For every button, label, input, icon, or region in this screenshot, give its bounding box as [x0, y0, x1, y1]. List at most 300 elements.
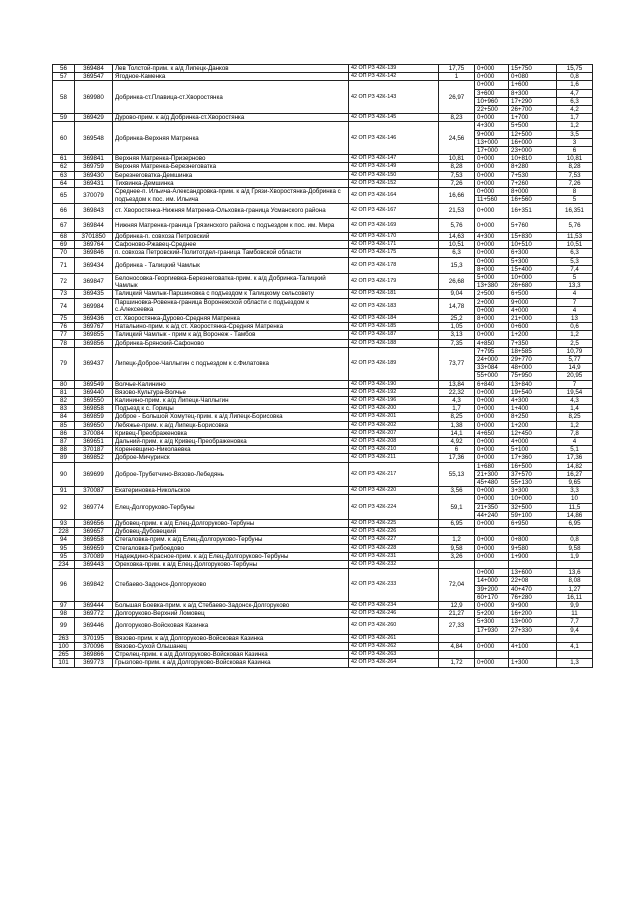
segment-value: 0+000: [477, 569, 495, 577]
segment-value: [559, 528, 590, 535]
segment-start: [475, 380, 509, 388]
road-name: Березнеговатка-Демшинка: [113, 171, 349, 179]
road-code: 42 ОП РЗ 42К-200: [349, 405, 439, 413]
segment-length: [557, 454, 593, 462]
road-id: 369841: [75, 155, 113, 163]
road-code: 42 ОП РЗ 42К-146: [349, 122, 439, 155]
segment-value: 0+000: [475, 306, 508, 314]
road-id: 369429: [75, 114, 113, 122]
road-code: 42 ОП РЗ 42К-139: [349, 65, 439, 73]
segment-value: 5,76: [568, 221, 581, 229]
segment-value: 0+000: [477, 65, 495, 72]
segment-value: 13+000: [511, 618, 532, 626]
road-code: 42 ОП РЗ 42К-234: [349, 601, 439, 609]
road-id: 369980: [75, 81, 113, 114]
segment-value: 11,53: [566, 233, 583, 241]
segment-value: 13,3: [557, 281, 592, 289]
road-id: 369548: [75, 122, 113, 155]
segment-start: [475, 429, 509, 437]
road-id: 369436: [75, 315, 113, 323]
segment-value: 13+840: [511, 380, 532, 388]
segment-length: [557, 257, 593, 273]
segment-start: [475, 552, 509, 560]
table-row: [53, 122, 593, 155]
segment-value: 6,3: [557, 97, 592, 105]
segment-end: [509, 179, 557, 187]
segment-value: 10+960: [475, 97, 508, 105]
road-length: 27,33: [439, 618, 475, 634]
segment-value: 10+510: [511, 241, 532, 249]
segment-length: [557, 634, 593, 642]
road-id: 369859: [75, 413, 113, 421]
road-id: 369431: [75, 179, 113, 187]
segment-length: [557, 315, 593, 323]
row-number: 88: [53, 446, 75, 454]
segment-value: 8+000: [475, 265, 508, 273]
road-name: Надеждино-Красное-прим. к а/д Елец-Долгоруково-Тербуны: [113, 552, 349, 560]
row-number: 70: [53, 249, 75, 257]
road-name: Калинино-прим. к а/д Липецк-Чаплыгин: [113, 396, 349, 404]
segment-value: 15,75: [566, 65, 583, 72]
road-code: 42 ОП РЗ 42К-208: [349, 438, 439, 446]
row-number: 66: [53, 204, 75, 218]
segment-value: 75+950: [509, 371, 556, 379]
road-name: Добринка - Талицкий Чамлык: [113, 257, 349, 273]
segment-value: 1+600: [511, 81, 529, 89]
road-code: 42 ОП РЗ 42К-226: [349, 528, 439, 536]
segment-start: [475, 610, 509, 618]
segment-start: [475, 122, 509, 155]
table-row: [53, 331, 593, 339]
road-id: 369842: [75, 569, 113, 602]
segment-length: [557, 618, 593, 634]
road-code: 42 ОП РЗ 42К-210: [349, 446, 439, 454]
segment-value: 13+600: [511, 569, 532, 577]
road-length: 6,95: [439, 519, 475, 527]
table-row: [53, 413, 593, 421]
segment-value: 0+000: [477, 163, 495, 171]
table-row: [53, 388, 593, 396]
segment-value: 11+560: [475, 195, 508, 203]
segment-value: 0+000: [477, 421, 495, 429]
table-row: [53, 155, 593, 163]
segment-end: [509, 659, 557, 667]
segment-start: [475, 155, 509, 163]
segment-value: 0+000: [477, 249, 495, 257]
segment-value: 6+300: [511, 249, 529, 257]
segment-value: 10+810: [511, 155, 532, 163]
segment-value: 7: [572, 380, 577, 388]
road-name: Елец-Долгоруково-Тербуны: [113, 495, 349, 520]
road-length: 59,1: [439, 495, 475, 520]
segment-length: [557, 249, 593, 257]
segment-length: [557, 405, 593, 413]
road-code: 42 ОП РЗ 42К-183: [349, 298, 439, 314]
segment-value: 8+250: [511, 413, 529, 421]
segment-value: 5+000: [477, 274, 495, 282]
segment-value: 1,4: [570, 405, 579, 413]
road-length: [439, 651, 475, 659]
road-id: 369984: [75, 298, 113, 314]
segment-start: [475, 528, 509, 536]
segment-value: 0+000: [477, 659, 495, 667]
segment-value: 12+500: [509, 130, 556, 138]
segment-value: 17+000: [475, 146, 508, 154]
road-id: 369858: [75, 405, 113, 413]
segment-value: 0+000: [477, 323, 495, 331]
road-code: 42 ОП РЗ 42К-145: [349, 114, 439, 122]
segment-value: [559, 651, 590, 658]
segment-length: [557, 642, 593, 650]
row-number: 265: [53, 651, 75, 659]
table-row: [53, 114, 593, 122]
segment-value: [511, 635, 554, 642]
segment-start: [475, 634, 509, 642]
segment-value: 5+300: [477, 618, 495, 626]
segment-value: 1,2: [570, 421, 579, 429]
segment-value: 11,5: [557, 503, 592, 511]
segment-end: [509, 241, 557, 249]
road-name: Липецк-Доброе-Чаплыгин с подъездом к с.Филатовка: [113, 347, 349, 380]
road-length: 1,2: [439, 536, 475, 544]
segment-value: 0+000: [477, 155, 495, 163]
segment-value: 7+530: [511, 171, 529, 179]
segment-start: [475, 618, 509, 634]
segment-value: 16,11: [557, 593, 592, 601]
segment-value: 1+200: [511, 331, 529, 339]
road-length: 17,75: [439, 65, 475, 73]
segment-value: 0+000: [477, 207, 495, 215]
road-name: Дальний-прим. к а/д Кривец-Преображеновка: [113, 438, 349, 446]
segment-value: 3: [557, 138, 592, 146]
road-code: 42 ОП РЗ 42К-261: [349, 634, 439, 642]
segment-start: [475, 298, 509, 314]
segment-value: 7+350: [511, 339, 529, 347]
segment-value: 40+470: [509, 585, 556, 593]
table-row: [53, 257, 593, 273]
segment-value: 0+000: [477, 405, 495, 413]
segment-value: 17+930: [475, 626, 508, 634]
row-number: 67: [53, 218, 75, 232]
segment-value: 5,1: [570, 446, 579, 454]
segment-value: 0+000: [477, 257, 495, 265]
road-name: Кореневщино-Николаевка: [113, 446, 349, 454]
segment-value: 14,82: [566, 462, 583, 470]
table-row: [53, 171, 593, 179]
table-row: [53, 81, 593, 114]
road-length: 1: [439, 73, 475, 81]
road-code: 42 ОП РЗ 42К-189: [349, 347, 439, 380]
segment-length: [557, 610, 593, 618]
road-code: 42 ОП РЗ 42К-150: [349, 171, 439, 179]
segment-length: [557, 179, 593, 187]
segment-value: [511, 528, 554, 535]
segment-value: 3,5: [557, 130, 592, 138]
segment-length: [557, 290, 593, 298]
row-number: 87: [53, 438, 75, 446]
table-row: [53, 380, 593, 388]
row-number: 84: [53, 413, 75, 421]
road-code: 42 ОП РЗ 42К-188: [349, 339, 439, 347]
road-code: 42 ОП РЗ 42К-171: [349, 241, 439, 249]
row-number: 64: [53, 179, 75, 187]
segment-value: 24+000: [475, 355, 508, 363]
road-length: 14,1: [439, 429, 475, 437]
segment-end: [509, 651, 557, 659]
road-name: Вязово-Сухой Ольшанец: [113, 642, 349, 650]
table-row: [53, 179, 593, 187]
segment-start: [475, 388, 509, 396]
road-name: Талицкий Чамлык-Паршиновка с подъездом к Талицкому сельсовету: [113, 290, 349, 298]
segment-value: 4+300: [477, 233, 495, 241]
road-length: 7,53: [439, 171, 475, 179]
segment-start: [475, 171, 509, 179]
road-code: 42 ОП РЗ 42К-142: [349, 73, 439, 81]
segment-value: 0+000: [477, 413, 495, 421]
table-row: [53, 601, 593, 609]
row-number: 95: [53, 552, 75, 560]
road-code: 42 ОП РЗ 42К-225: [349, 519, 439, 527]
segment-value: 5+200: [477, 610, 495, 618]
road-code: 42 ОП РЗ 42К-185: [349, 323, 439, 331]
segment-start: [475, 290, 509, 298]
segment-start: [475, 462, 509, 487]
segment-value: 0+000: [477, 446, 495, 454]
road-length: 7,35: [439, 339, 475, 347]
road-id: 369549: [75, 380, 113, 388]
road-id: 369659: [75, 544, 113, 552]
segment-value: 8+280: [511, 163, 529, 171]
table-row: [53, 187, 593, 203]
table-row: [53, 73, 593, 81]
segment-value: 22+08: [509, 576, 556, 584]
road-code: 42 ОП РЗ 42К-196: [349, 396, 439, 404]
segment-value: [477, 561, 506, 568]
road-length: 8,23: [439, 114, 475, 122]
road-length: 21,27: [439, 610, 475, 618]
segment-value: 1,7: [570, 114, 579, 122]
segment-value: 5+300: [511, 257, 529, 265]
row-number: 91: [53, 487, 75, 495]
road-id: 369440: [75, 388, 113, 396]
segment-value: 4+100: [511, 642, 529, 650]
road-id: 370187: [75, 446, 113, 454]
road-name: Сафоново-Ржавец-Среднее: [113, 241, 349, 249]
segment-length: [557, 569, 593, 602]
segment-value: 17+290: [509, 97, 556, 105]
road-name: Талицкий Чамлык - прим к а/д Воронеж - Тамбов: [113, 331, 349, 339]
row-number: 69: [53, 241, 75, 249]
segment-length: [557, 73, 593, 81]
segment-end: [509, 396, 557, 404]
segment-value: 5,77: [557, 355, 592, 363]
segment-value: 0+000: [477, 241, 495, 249]
segment-value: 7: [572, 298, 577, 306]
segment-value: 2+500: [477, 290, 495, 298]
road-name: Паршиновка-Ровенка-граница Воронежской области с подъездом к с.Алексеевка: [113, 298, 349, 314]
segment-value: 16+000: [509, 138, 556, 146]
segment-start: [475, 347, 509, 380]
row-number: 61: [53, 155, 75, 163]
road-name: ст. Хворостянка-Нижняя Матренка-Ольховка-граница Усманского района: [113, 204, 349, 218]
segment-value: 45+480: [475, 478, 508, 486]
segment-end: [509, 274, 557, 290]
segment-end: [509, 290, 557, 298]
segment-value: 0+000: [477, 487, 495, 495]
segment-value: 10,79: [566, 347, 583, 355]
segment-value: 29+770: [509, 355, 556, 363]
segment-value: 26+680: [509, 281, 556, 289]
segment-value: 10+000: [511, 495, 532, 503]
segment-end: [509, 405, 557, 413]
road-id: 369550: [75, 396, 113, 404]
row-number: 93: [53, 519, 75, 527]
segment-value: 1+300: [511, 659, 529, 667]
segment-length: [557, 241, 593, 249]
table-row: [53, 65, 593, 73]
road-length: 10,81: [439, 155, 475, 163]
segment-value: 9,65: [557, 478, 592, 486]
row-number: 101: [53, 659, 75, 667]
segment-length: [557, 659, 593, 667]
road-id: 369699: [75, 462, 113, 487]
table-row: [53, 569, 593, 602]
segment-end: [509, 204, 557, 218]
segment-start: [475, 114, 509, 122]
segment-end: [509, 528, 557, 536]
segment-length: [557, 204, 593, 218]
road-length: 9,58: [439, 544, 475, 552]
road-code: 42 ОП РЗ 42К-169: [349, 218, 439, 232]
segment-value: 4,3: [570, 396, 579, 404]
segment-end: [509, 347, 557, 380]
segment-length: [557, 65, 593, 73]
road-length: 73,77: [439, 347, 475, 380]
road-id: 369772: [75, 610, 113, 618]
segment-value: 13: [571, 315, 578, 323]
segment-value: 14,9: [557, 363, 592, 371]
road-length: 22,32: [439, 388, 475, 396]
road-name: Тихвинка-Демшинка: [113, 179, 349, 187]
segment-value: 8: [572, 187, 577, 195]
road-length: 4,92: [439, 438, 475, 446]
table-row: [53, 218, 593, 232]
road-length: 3,26: [439, 552, 475, 560]
road-length: 8,28: [439, 163, 475, 171]
segment-length: [557, 421, 593, 429]
road-id: 369435: [75, 290, 113, 298]
segment-start: [475, 204, 509, 218]
segment-start: [475, 179, 509, 187]
road-code: 42 ОП РЗ 42К-202: [349, 421, 439, 429]
segment-value: 1+400: [511, 405, 529, 413]
road-length: [439, 560, 475, 568]
road-id: 370084: [75, 429, 113, 437]
road-length: 1,05: [439, 323, 475, 331]
table-row: [53, 634, 593, 642]
segment-start: [475, 241, 509, 249]
segment-value: 5,3: [570, 257, 579, 265]
segment-value: 60+170: [475, 593, 508, 601]
segment-length: [557, 171, 593, 179]
segment-length: [557, 380, 593, 388]
segment-value: 0+000: [477, 519, 495, 527]
segment-start: [475, 163, 509, 171]
road-id: 369764: [75, 241, 113, 249]
segment-value: 1,3: [570, 659, 579, 667]
segment-value: 5+760: [511, 221, 529, 229]
road-id: 369650: [75, 421, 113, 429]
road-length: 55,13: [439, 462, 475, 487]
road-id: 369856: [75, 339, 113, 347]
road-id: 369444: [75, 601, 113, 609]
road-name: Дубовец-Дубовецкий: [113, 528, 349, 536]
segment-start: [475, 315, 509, 323]
road-name: Доброе-Мичуринск: [113, 454, 349, 462]
segment-length: [557, 347, 593, 380]
segment-value: 0+000: [477, 396, 495, 404]
segment-value: 0+000: [477, 642, 495, 650]
segment-value: [477, 651, 506, 658]
segment-value: 4+000: [509, 306, 556, 314]
segment-value: 0+000: [477, 81, 495, 89]
table-row: [53, 163, 593, 171]
segment-length: [557, 413, 593, 421]
road-name: Екатериновка-Никольское: [113, 487, 349, 495]
segment-end: [509, 536, 557, 544]
segment-start: [475, 323, 509, 331]
segment-start: [475, 274, 509, 290]
segment-value: 0,6: [570, 323, 579, 331]
road-id: 369430: [75, 171, 113, 179]
road-name: Вязово-Культура-Волчье: [113, 388, 349, 396]
segment-value: 0+000: [477, 114, 495, 122]
road-name: Белоносовка-Георгиевка-Березнеговатка-прим. к а/д Добринка-Талицкий Чамлык: [113, 274, 349, 290]
row-number: 263: [53, 634, 75, 642]
segment-value: 10,51: [566, 241, 583, 249]
segment-length: [557, 446, 593, 454]
segment-value: 37+570: [509, 470, 556, 478]
row-number: 92: [53, 495, 75, 520]
segment-value: 22+500: [475, 105, 508, 113]
segment-start: [475, 454, 509, 462]
row-number: 80: [53, 380, 75, 388]
row-number: 74: [53, 298, 75, 314]
segment-value: 4: [572, 438, 577, 445]
road-code: 42 ОП РЗ 42К-260: [349, 618, 439, 634]
segment-end: [509, 315, 557, 323]
segment-start: [475, 544, 509, 552]
segment-value: 6+500: [511, 290, 529, 298]
road-id: 370087: [75, 487, 113, 495]
road-name: Лебяжье-прим. к а/д Липецк-Борисовка: [113, 421, 349, 429]
road-name: Верхняя Матренка-Призерново: [113, 155, 349, 163]
segment-value: 9,9: [570, 601, 579, 609]
road-code: 42 ОП РЗ 42К-201: [349, 413, 439, 421]
road-name: Стегаловка-Грибоедово: [113, 544, 349, 552]
segment-value: 8,08: [557, 576, 592, 584]
row-number: 72: [53, 274, 75, 290]
segment-length: [557, 601, 593, 609]
road-code: 42 ОП РЗ 42К-263: [349, 651, 439, 659]
segment-value: 55+130: [509, 478, 556, 486]
row-number: 82: [53, 396, 75, 404]
segment-value: [511, 561, 554, 568]
segment-length: [557, 388, 593, 396]
segment-value: 13,6: [568, 569, 581, 577]
road-code: 42 ОП РЗ 42К-184: [349, 315, 439, 323]
road-code: 42 ОП РЗ 42К-192: [349, 388, 439, 396]
